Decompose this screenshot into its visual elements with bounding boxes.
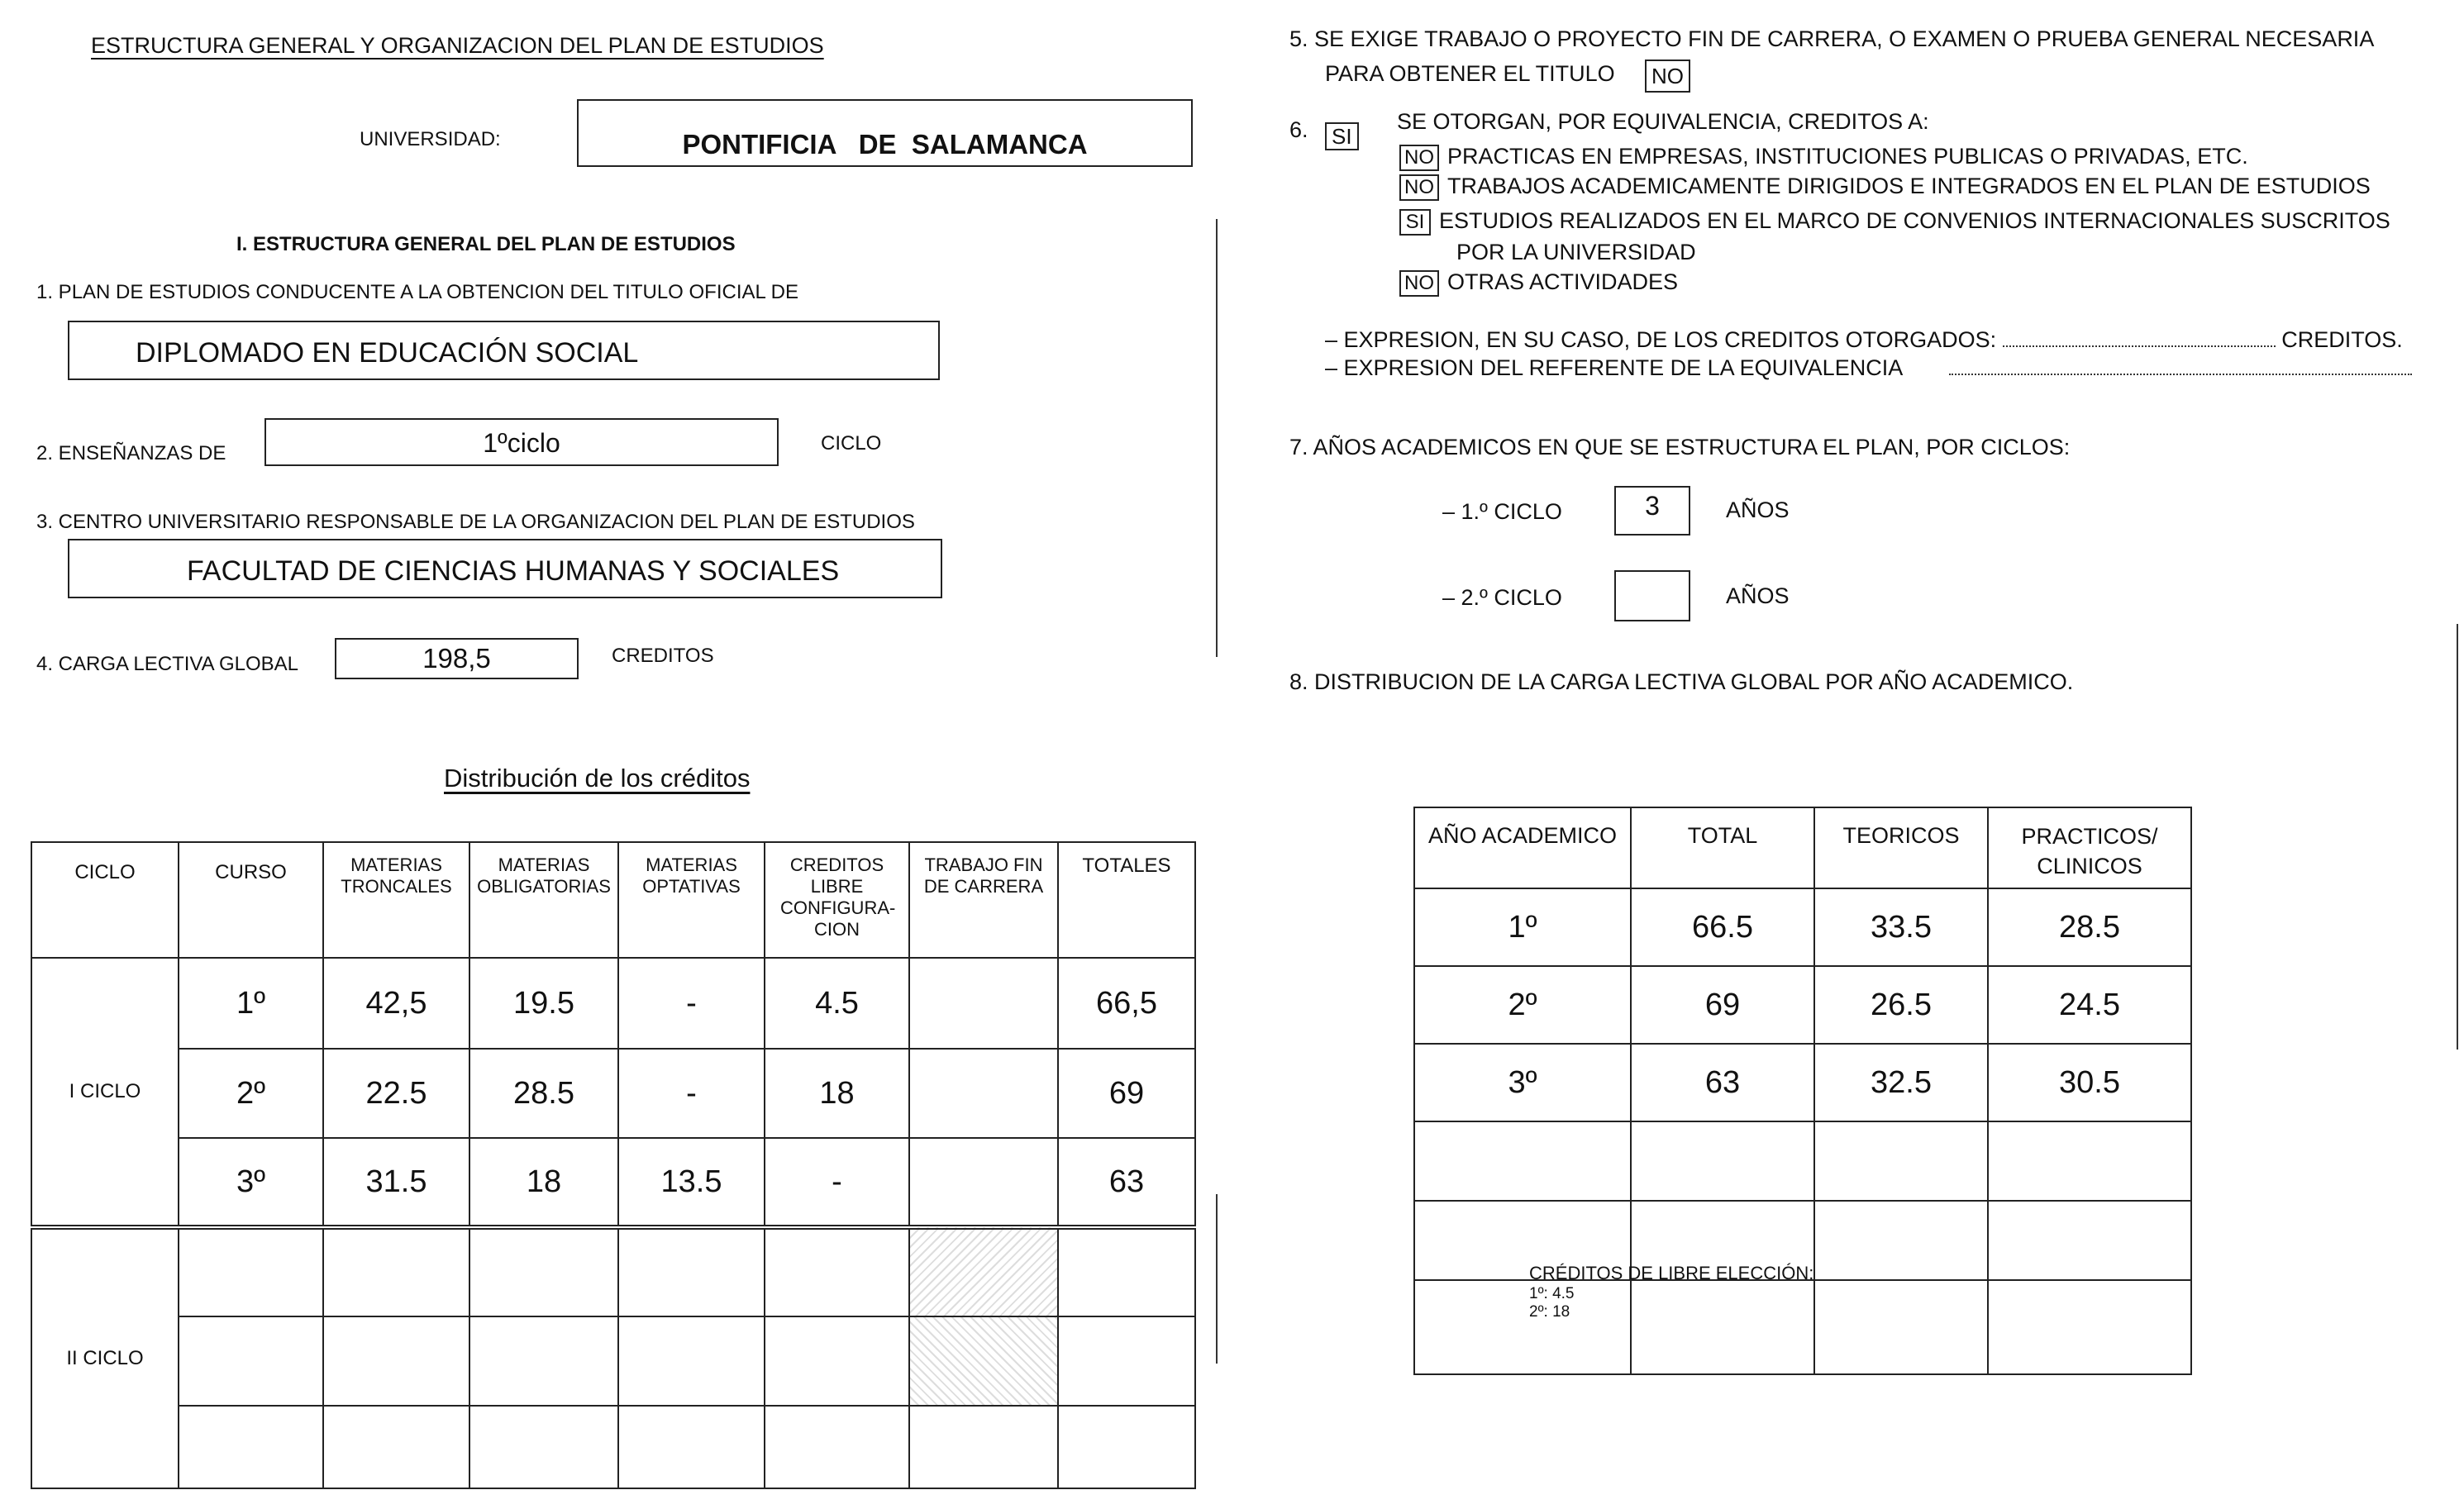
item2-value: 1ºciclo (483, 428, 560, 458)
item7-label: 7. AÑOS ACADEMICOS EN QUE SE ESTRUCTURA EL PLAN, POR CICLOS: (1289, 435, 2071, 459)
empty-cell (1988, 1201, 2191, 1280)
header-totales: TOTALES (1058, 842, 1195, 958)
empty-cell (323, 1227, 469, 1316)
row3-libre: - (765, 1138, 909, 1227)
ciclo2-anos: AÑOS (1726, 583, 1790, 608)
credits-table (31, 841, 1196, 1489)
item6-option (1399, 144, 2248, 171)
year-header-row (1414, 807, 2191, 888)
empty-cell (618, 1316, 765, 1406)
row1-totales: 66,5 (1058, 958, 1195, 1049)
header-practicos: PRACTICOS/ CLINICOS (1988, 807, 2191, 888)
header-ciclo: CICLO (31, 842, 179, 958)
empty-cell (1988, 1280, 2191, 1374)
dotted-line (2003, 329, 2276, 347)
page-divider (1216, 1194, 1218, 1364)
ciclo1-label: I CICLO (31, 958, 179, 1227)
row2-totales: 69 (1058, 1049, 1195, 1138)
empty-cell (1631, 1280, 1814, 1374)
header-teoricos: TEORICOS (1814, 807, 1988, 888)
row1-curso: 1º (179, 958, 323, 1049)
empty-cell (1058, 1406, 1195, 1488)
item6-option (1399, 208, 2390, 236)
item6-label: SE OTORGAN, POR EQUIVALENCIA, CREDITOS A: (1397, 109, 1929, 134)
empty-cell (1058, 1227, 1195, 1316)
item6-option (1399, 174, 2371, 201)
header-optativas: MATERIAS OPTATIVAS (618, 842, 765, 958)
item6-option-text: OTRAS ACTIVIDADES (1447, 269, 1679, 294)
expression-referent (1325, 355, 2412, 381)
table-row (31, 1049, 1195, 1138)
ciclo1-years-box (1614, 486, 1690, 536)
item6-option-text: TRABAJOS ACADEMICAMENTE DIRIGIDOS E INTEGRADOS EN EL PLAN DE ESTUDIOS (1447, 174, 2371, 198)
row2-libre: 18 (765, 1049, 909, 1138)
item4-suffix: CREDITOS (612, 645, 714, 667)
year3-total: 63 (1631, 1044, 1814, 1121)
item6-option-mark: SI (1399, 209, 1431, 236)
empty-cell (618, 1227, 765, 1316)
year2-total: 69 (1631, 966, 1814, 1044)
header-trabajo: TRABAJO FIN DE CARRERA (909, 842, 1058, 958)
item2-label: 2. ENSEÑANZAS DE (36, 442, 226, 464)
item1-value: DIPLOMADO EN EDUCACIÓN SOCIAL (136, 337, 639, 369)
table-row (1414, 1044, 2191, 1121)
item3-box (68, 539, 942, 598)
item4-box (335, 638, 579, 679)
row1-optativas: - (618, 958, 765, 1049)
empty-cell (1814, 1121, 1988, 1201)
dotted-line (1949, 357, 2412, 375)
section-title: I. ESTRUCTURA GENERAL DEL PLAN DE ESTUDIOS (236, 233, 736, 255)
empty-cell (765, 1316, 909, 1406)
row3-troncales: 31.5 (323, 1138, 469, 1227)
item5-answer: NO (1645, 60, 1690, 93)
row3-optativas: 13.5 (618, 1138, 765, 1227)
header-total: TOTAL (1631, 807, 1814, 888)
year1-teoricos: 33.5 (1814, 888, 1988, 966)
row1-libre: 4.5 (765, 958, 909, 1049)
item6-option-mark: NO (1399, 270, 1439, 297)
ciclo1-years-value: 3 (1645, 491, 1660, 521)
item1-label: 1. PLAN DE ESTUDIOS CONDUCENTE A LA OBTENCION DEL TITULO OFICIAL DE (36, 281, 798, 303)
free-elective-note-line2: 2º: 18 (1529, 1303, 1570, 1321)
empty-cell (1814, 1280, 1988, 1374)
empty-cell (1414, 1280, 1631, 1374)
ciclo2-label: II CICLO (31, 1227, 179, 1488)
page-divider (1216, 219, 1218, 657)
free-elective-note-title: CRÉDITOS DE LIBRE ELECCIÓN: (1529, 1263, 1814, 1283)
empty-cell (909, 1406, 1058, 1488)
page-edge (2457, 624, 2458, 1050)
header-obligatorias: MATERIAS OBLIGATORIAS (469, 842, 618, 958)
row1-troncales: 42,5 (323, 958, 469, 1049)
ciclo1-years-label: – 1.º CICLO (1442, 499, 1562, 524)
expression-credits-suffix: CREDITOS. (2281, 327, 2403, 352)
item4-value: 198,5 (422, 643, 491, 674)
scanned-noise-cell (909, 1316, 1058, 1406)
row2-trabajo (909, 1049, 1058, 1138)
credits-header-row (31, 842, 1195, 958)
year3-ano: 3º (1414, 1044, 1631, 1121)
item3-value: FACULTAD DE CIENCIAS HUMANAS Y SOCIALES (187, 555, 840, 587)
empty-cell (179, 1406, 323, 1488)
header-libre: CREDITOS LIBRE CONFIGURA-CION (765, 842, 909, 958)
ciclo2-years-label: – 2.º CICLO (1442, 585, 1562, 610)
empty-cell (469, 1227, 618, 1316)
year3-practicos: 30.5 (1988, 1044, 2191, 1121)
row2-troncales: 22.5 (323, 1049, 469, 1138)
row2-obligatorias: 28.5 (469, 1049, 618, 1138)
item6-number: 6. (1289, 117, 1308, 142)
empty-cell (765, 1406, 909, 1488)
item6-option-continuation: POR LA UNIVERSIDAD (1456, 240, 1696, 264)
year2-ano: 2º (1414, 966, 1631, 1044)
year1-ano: 1º (1414, 888, 1631, 966)
item6-option-mark: NO (1399, 145, 1439, 171)
table-row (31, 958, 1195, 1049)
item6-option-text: ESTUDIOS REALIZADOS EN EL MARCO DE CONVENIOS INTERNACIONALES SUSCRITOS (1439, 208, 2390, 233)
row1-trabajo (909, 958, 1058, 1049)
item8-label: 8. DISTRIBUCION DE LA CARGA LECTIVA GLOBAL POR AÑO ACADEMICO. (1289, 669, 2074, 694)
table-row (1414, 966, 2191, 1044)
row3-totales: 63 (1058, 1138, 1195, 1227)
empty-cell (179, 1316, 323, 1406)
empty-cell (1414, 1121, 1631, 1201)
item2-box (265, 418, 779, 466)
empty-cell (469, 1316, 618, 1406)
empty-cell (1814, 1201, 1988, 1280)
year2-practicos: 24.5 (1988, 966, 2191, 1044)
table-row (31, 1316, 1195, 1406)
table-row (31, 1406, 1195, 1488)
row2-optativas: - (618, 1049, 765, 1138)
expression-credits (1325, 327, 2403, 353)
empty-cell (765, 1227, 909, 1316)
table-row (1414, 888, 2191, 966)
item2-suffix: CICLO (821, 432, 882, 455)
item6-option-mark: NO (1399, 174, 1439, 201)
universidad-box (577, 99, 1193, 167)
empty-cell (179, 1227, 323, 1316)
item5-line2: PARA OBTENER EL TITULO (1325, 61, 1615, 86)
empty-cell (1058, 1316, 1195, 1406)
header-troncales: MATERIAS TRONCALES (323, 842, 469, 958)
year2-teoricos: 26.5 (1814, 966, 1988, 1044)
header-ano: AÑO ACADEMICO (1414, 807, 1631, 888)
row3-curso: 3º (179, 1138, 323, 1227)
empty-cell (323, 1406, 469, 1488)
item6-answer: SI (1325, 122, 1359, 150)
table-row (1414, 1121, 2191, 1201)
item3-label: 3. CENTRO UNIVERSITARIO RESPONSABLE DE LA ORGANIZACION DEL PLAN DE ESTUDIOS (36, 511, 915, 533)
ciclo1-anos: AÑOS (1726, 497, 1790, 522)
expression-referent-label: – EXPRESION DEL REFERENTE DE LA EQUIVALENCIA (1325, 355, 1902, 380)
distribution-title: Distribución de los créditos (444, 764, 751, 793)
row1-obligatorias: 19.5 (469, 958, 618, 1049)
empty-cell (469, 1406, 618, 1488)
empty-cell (1631, 1121, 1814, 1201)
item1-box (68, 321, 940, 380)
header-curso: CURSO (179, 842, 323, 958)
free-elective-note-line1: 1º: 4.5 (1529, 1285, 1575, 1302)
item6-option-text: PRACTICAS EN EMPRESAS, INSTITUCIONES PUBLICAS O PRIVADAS, ETC. (1447, 144, 2248, 169)
row3-trabajo (909, 1138, 1058, 1227)
year3-teoricos: 32.5 (1814, 1044, 1988, 1121)
empty-cell (1988, 1121, 2191, 1201)
universidad-value: PONTIFICIA DE SALAMANCA (682, 129, 1088, 159)
item5-line1: 5. SE EXIGE TRABAJO O PROYECTO FIN DE CARRERA, O EXAMEN O PRUEBA GENERAL NECESARIA (1289, 26, 2375, 51)
table-row (31, 1227, 1195, 1316)
item6-option (1399, 269, 1678, 297)
ciclo2-years-box (1614, 570, 1690, 621)
expression-credits-label: – EXPRESION, EN SU CASO, DE LOS CREDITOS OTORGADOS: (1325, 327, 1997, 352)
scanned-noise-cell (909, 1227, 1058, 1316)
universidad-label: UNIVERSIDAD: (360, 128, 501, 150)
row2-curso: 2º (179, 1049, 323, 1138)
year1-total: 66.5 (1631, 888, 1814, 966)
empty-cell (323, 1316, 469, 1406)
year1-practicos: 28.5 (1988, 888, 2191, 966)
page-heading: ESTRUCTURA GENERAL Y ORGANIZACION DEL PLAN DE ESTUDIOS (91, 33, 824, 58)
table-row (31, 1138, 1195, 1227)
empty-cell (618, 1406, 765, 1488)
item4-label: 4. CARGA LECTIVA GLOBAL (36, 653, 299, 675)
row3-obligatorias: 18 (469, 1138, 618, 1227)
